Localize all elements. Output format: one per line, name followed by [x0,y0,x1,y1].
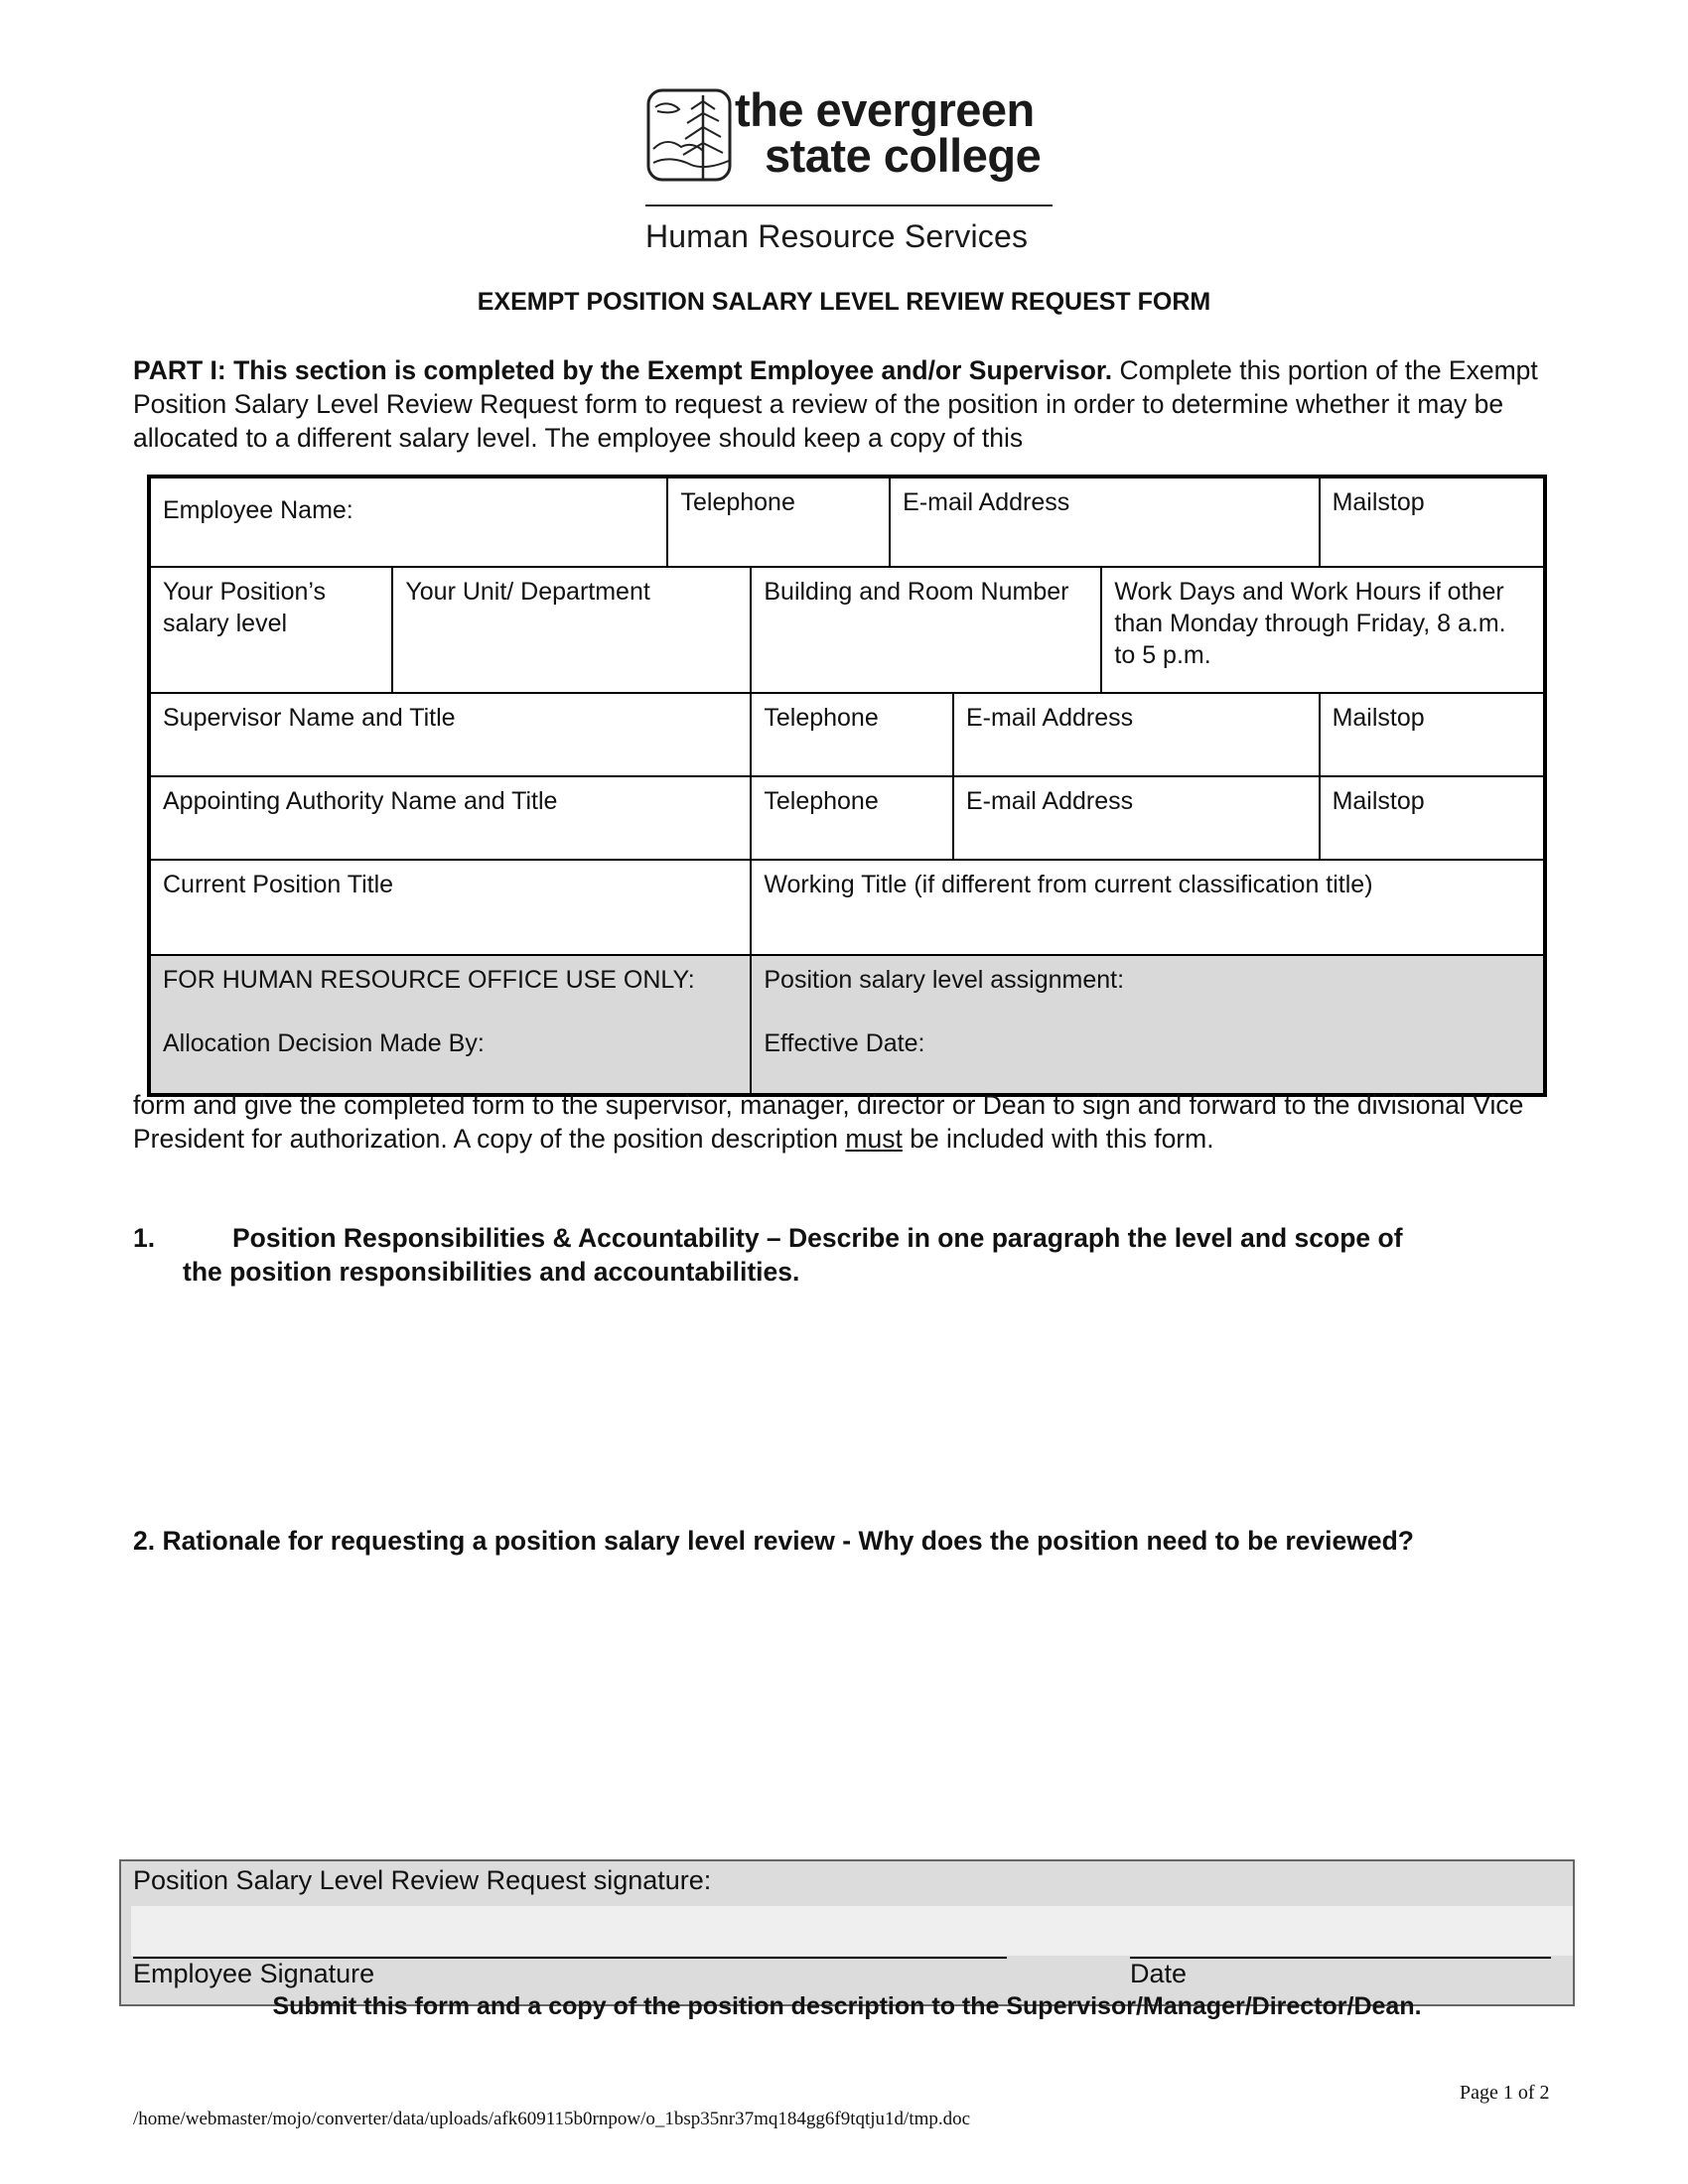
current-title-field[interactable]: Current Position Title [149,860,751,955]
logo-wordmark [735,83,1042,182]
working-title-field[interactable]: Working Title (if different from current classification title) [751,860,1545,955]
signature-box [119,1859,1575,2020]
college-logo [645,83,1053,192]
supervisor-field[interactable]: Supervisor Name and Title [149,693,751,776]
authority-email-field[interactable]: E-mail Address [953,776,1320,860]
form-title: EXEMPT POSITION SALARY LEVEL REVIEW REQUEST FORM [477,288,1211,316]
supervisor-mailstop-field[interactable]: Mailstop [1320,693,1545,776]
hr-use-only-section [149,955,751,1095]
date-label: Date [1130,1959,1188,1988]
employee-signature-label: Employee Signature [133,1959,375,1988]
tree-logo-icon [645,87,739,187]
allocation-label: Allocation Decision Made By: [163,1029,485,1057]
question-1 [133,1221,1563,1289]
logo-line-1: the evergreen [735,83,1035,136]
hr-use-label: FOR HUMAN RESOURCE OFFICE USE ONLY: [163,966,695,994]
authority-telephone-field[interactable]: Telephone [751,776,953,860]
intro-text: Complete this portion of the Exempt Position Salary Level Review Request form to request a review of the position in order to determine whether it may be allocated to a different salary level. The employee should keep a copy of this [133,355,1538,453]
employee-name-field[interactable]: Employee Name: [149,477,667,567]
building-room-field[interactable]: Building and Room Number [751,567,1101,693]
instructions-continued: form and give the completed form to the supervisor, manager, director or Dean to sign and forward to the divisional Vice President for authorization. A copy of the position description must be included with this form. [133,1090,1524,1154]
work-days-field[interactable]: Work Days and Work Hours if other than Monday through Friday, 8 a.m. to 5 p.m. [1101,567,1545,693]
submit-instruction: Submit this form and a copy of the position description to the Supervisor/Manager/Director/Dean. [272,1992,1422,2020]
logo-line-2: state college [765,129,1042,182]
supervisor-email-field[interactable]: E-mail Address [953,693,1320,776]
salary-assignment-section [751,955,1545,1095]
intro-paragraph [133,353,1563,455]
must-underlined: must [845,1124,903,1154]
file-path: /home/webmaster/mojo/converter/data/uploads/afk609115b0rnpow/o_1bsp35nr37mq184gg6f9tqtju1d/tmp.doc [133,2109,971,2129]
authority-mailstop-field[interactable]: Mailstop [1320,776,1545,860]
page-number: Page 1 of 2 [1460,2082,1550,2104]
unit-department-field[interactable]: Your Unit/ Department [392,567,751,693]
question-1-number: 1. [133,1223,156,1253]
signature-heading: Position Salary Level Review Request signature: [133,1865,712,1895]
effective-date-label: Effective Date: [764,1029,925,1057]
mailstop-field[interactable]: Mailstop [1320,477,1545,567]
header-divider [645,205,1053,206]
intro-bold: PART I: This section is completed by the Exempt Employee and/or Supervisor. [133,355,1113,385]
question-1-continuation: the position responsibilities and accountabilities. [183,1257,800,1287]
telephone-field[interactable]: Telephone [667,477,890,567]
salary-assignment-label: Position salary level assignment: [764,966,1125,994]
salary-level-field[interactable]: Your Position’s salary level [149,567,392,693]
email-field[interactable]: E-mail Address [890,477,1319,567]
question-1-text: Position Responsibilities & Accountability – Describe in one paragraph the level and scope of [232,1223,1403,1253]
question-2: 2. Rationale for requesting a position salary level review - Why does the position need to be reviewed? [133,1526,1414,1556]
employee-info-table [147,475,1547,1097]
appointing-authority-field[interactable]: Appointing Authority Name and Title [149,776,751,860]
supervisor-telephone-field[interactable]: Telephone [751,693,953,776]
date-signature-line[interactable] [1130,1957,1551,1959]
department-name: Human Resource Services [645,218,1029,254]
signature-input-area[interactable] [131,1906,1573,1956]
